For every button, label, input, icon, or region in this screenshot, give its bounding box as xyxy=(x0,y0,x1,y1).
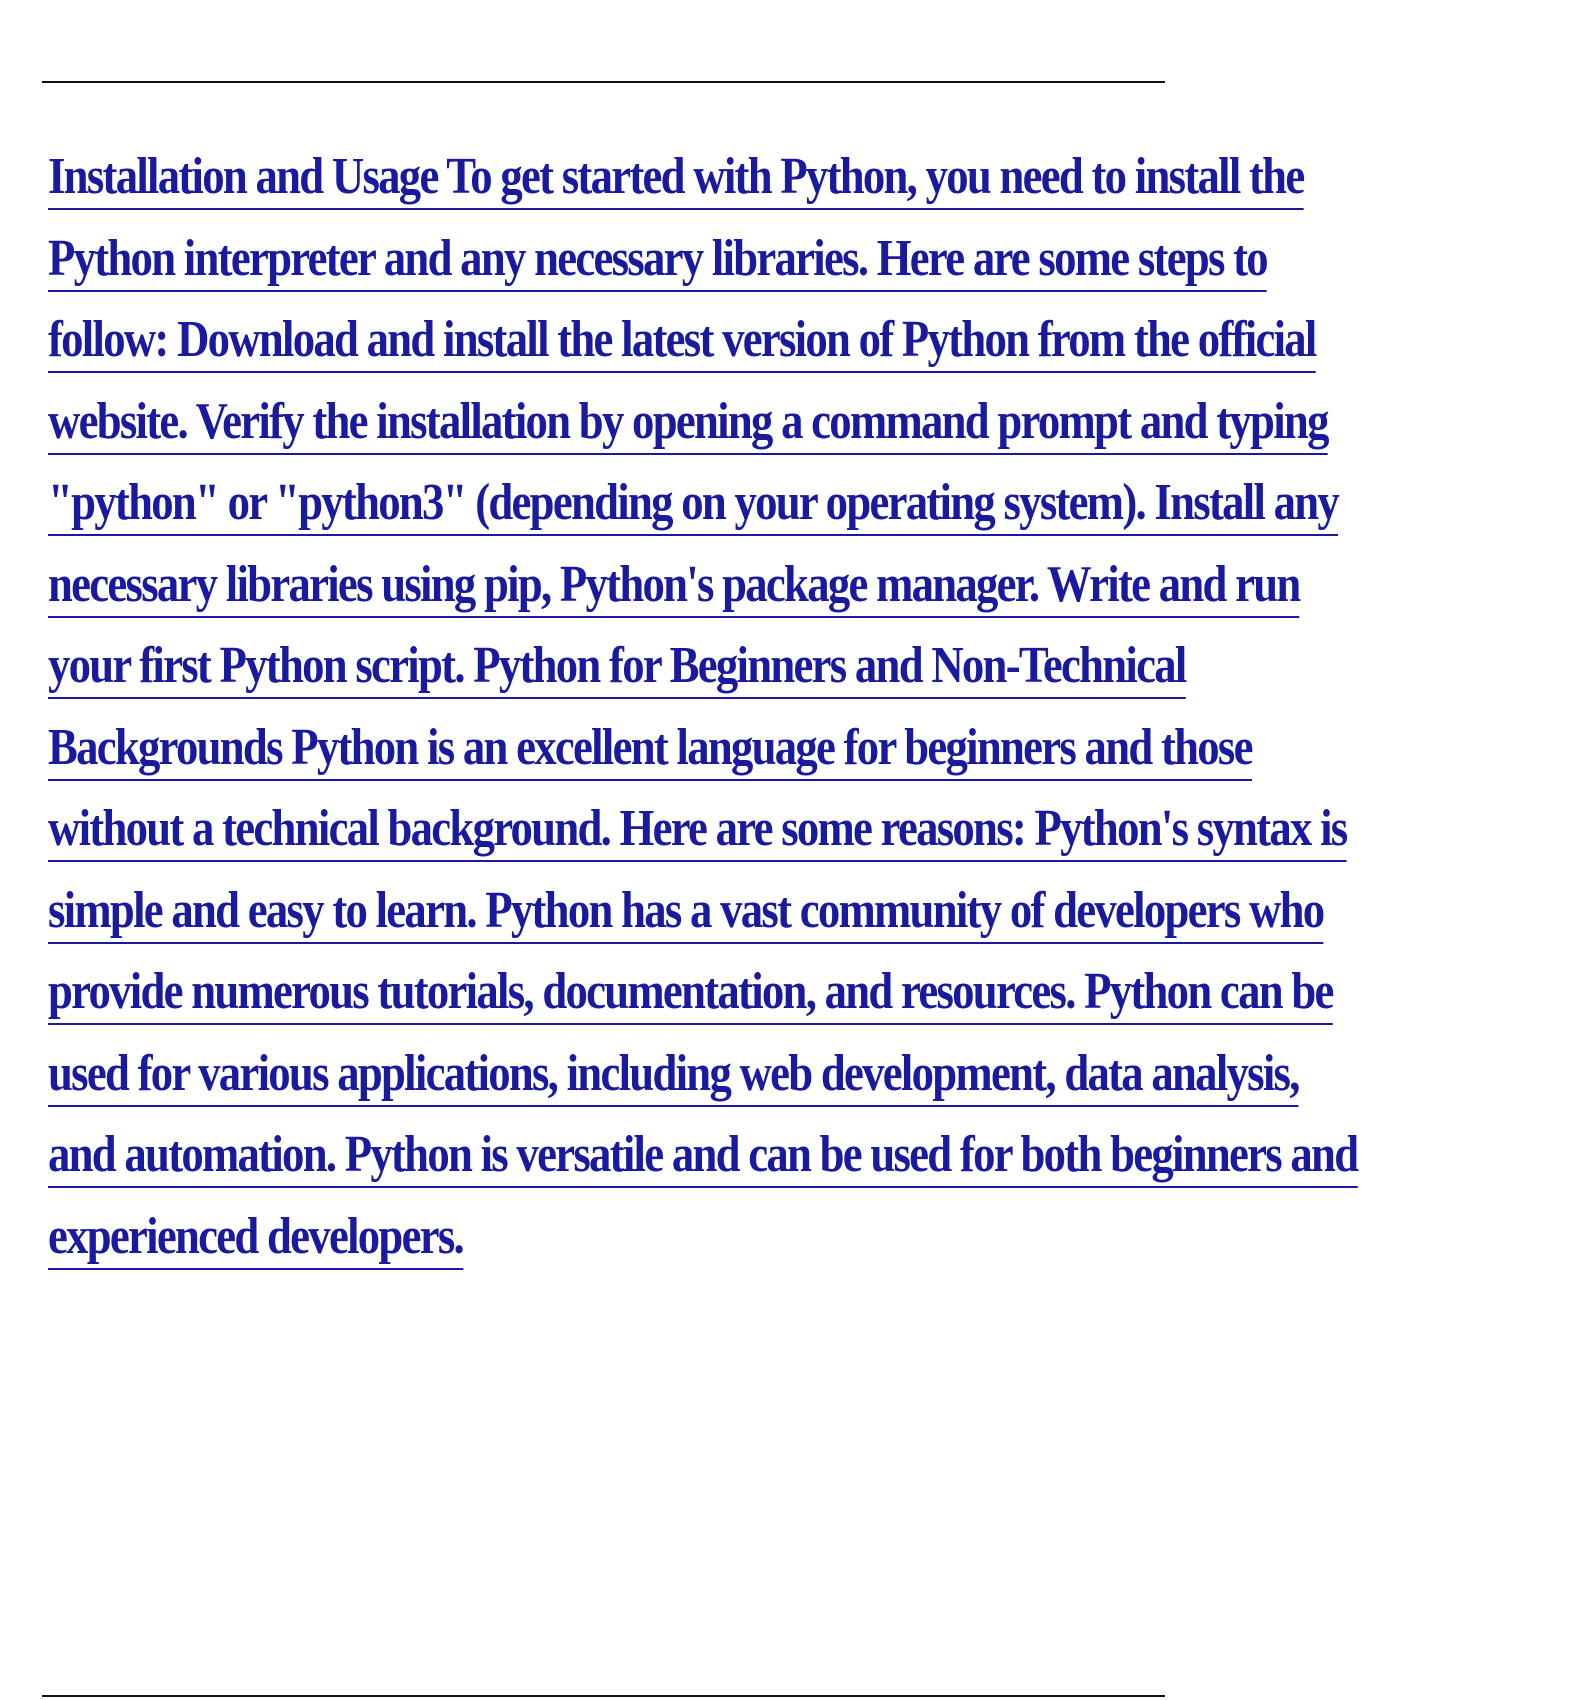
text-line xyxy=(48,392,1328,475)
text-link[interactable]: Installation and Usage To get started with Python, you need to install the xyxy=(48,148,1303,210)
text-line xyxy=(48,311,1316,393)
text-line xyxy=(48,881,1324,964)
text-link[interactable]: your first Python script. Python for Beginners and Non-Technical xyxy=(48,637,1186,699)
bottom-divider xyxy=(42,1695,1165,1697)
text-line xyxy=(48,963,1333,1045)
text-link[interactable]: provide numerous tutorials, documentation, and resources. Python can be xyxy=(48,963,1333,1025)
text-link[interactable]: necessary libraries using pip, Python's package manager. Write and run xyxy=(48,556,1300,618)
text-link[interactable]: website. Verify the installation by opening a command prompt and typing xyxy=(48,393,1328,455)
text-line xyxy=(48,1044,1299,1127)
top-divider xyxy=(42,81,1165,83)
text-line xyxy=(48,637,1188,719)
text-link[interactable]: experienced developers. xyxy=(48,1208,463,1270)
text-line xyxy=(48,1126,1358,1208)
text-line xyxy=(48,800,1347,882)
text-line xyxy=(48,474,1339,556)
text-line xyxy=(48,229,1267,312)
text-line xyxy=(48,148,1304,230)
text-line xyxy=(48,1208,1188,1290)
document-body xyxy=(48,148,1358,1289)
text-link[interactable]: Backgrounds Python is an excellent language for beginners and those xyxy=(48,719,1252,781)
text-line xyxy=(48,718,1252,801)
text-line xyxy=(48,555,1300,638)
text-link[interactable]: "python" or "python3" (depending on your operating system). Install any xyxy=(48,474,1338,536)
text-link[interactable]: follow: Download and install the latest version of Python from the official xyxy=(48,311,1316,373)
text-link[interactable]: Python interpreter and any necessary libraries. Here are some steps to xyxy=(48,230,1267,292)
text-link[interactable]: without a technical background. Here are some reasons: Python's syntax is xyxy=(48,800,1346,862)
text-link[interactable]: used for various applications, including web development, data analysis, xyxy=(48,1045,1299,1107)
text-link[interactable]: simple and easy to learn. Python has a vast community of developers who xyxy=(48,882,1323,944)
text-link[interactable]: and automation. Python is versatile and can be used for both beginners and xyxy=(48,1126,1357,1188)
